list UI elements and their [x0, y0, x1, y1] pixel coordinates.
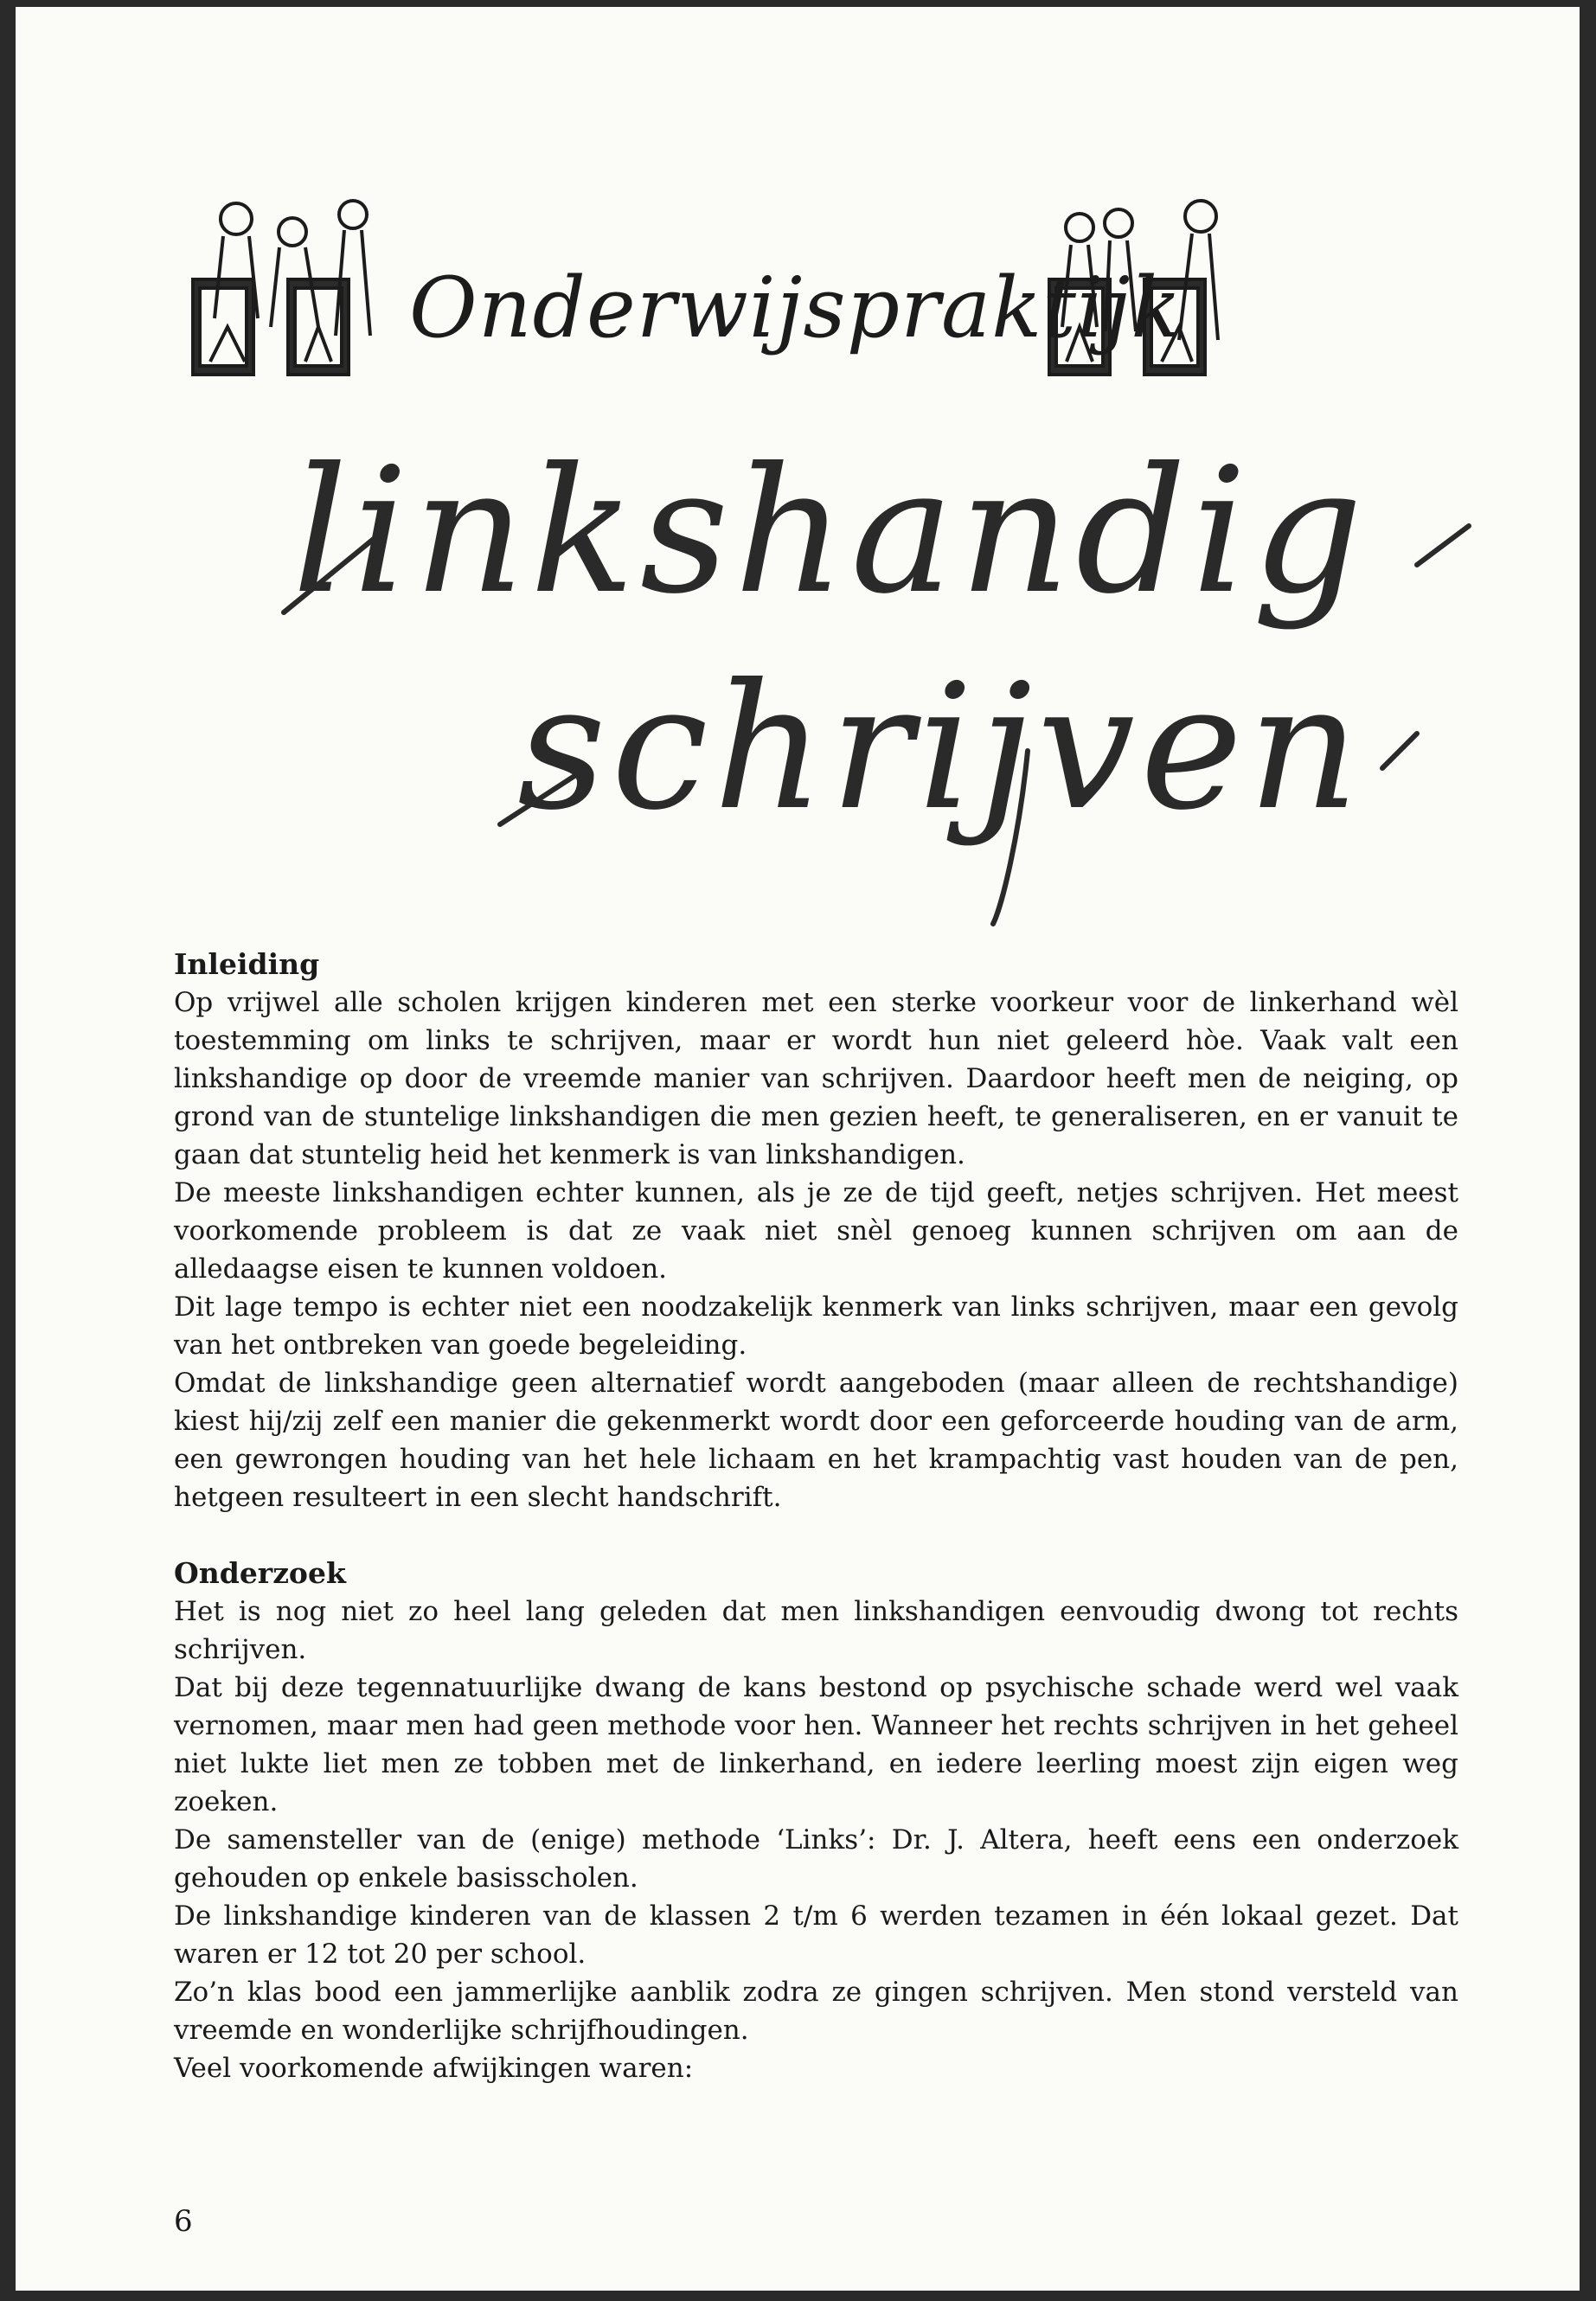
paragraph: De meeste linkshandigen echter kunnen, als je ze de tijd geeft, netjes schrijven. Het meest voorkomende probleem is dat ze vaak niet snèl genoeg kunnen schrijven om aan de alledaagse eisen te kunnen voldoen. — [174, 1177, 1458, 1285]
page — [16, 7, 1580, 2291]
paragraph: Veel voorkomende afwijkingen waren: — [174, 2053, 694, 2084]
paragraph: De linkshandige kinderen van de klassen 2 t/m 6 werden tezamen in één lokaal gezet. Dat waren er 12 tot 20 per school. — [174, 1900, 1458, 1970]
paragraph: Op vrijwel alle scholen krijgen kinderen met een sterke voorkeur voor de linkerhand wèl toestemming om links te schrijven, maar er wordt hun niet geleerd hòe. Vaak valt een linkshandige op door de vreemde manier van schrijven. Daardoor heeft men de neiging, op grond van de stuntelige linkshandigen die men gezien heeft, te generaliseren, en er vanuit te gaan dat stuntelig heid het kenmerk is van linkshandigen. — [174, 987, 1458, 1170]
article-title-line-1: linkshandig — [292, 431, 1368, 632]
section-heading-inleiding: Inleiding — [174, 947, 320, 981]
article-title-line-2: schrijven — [517, 647, 1365, 849]
page-number: 6 — [174, 2204, 193, 2239]
masthead-title: Onderwijspraktijk — [409, 260, 1183, 356]
paragraph: Omdat de linkshandige geen alternatief wordt aangeboden (maar alleen de rechtshandige) kiest hij/zij zelf een manier die gekenmerkt wordt door een geforceerde houding van de arm, een gewrongen houding van het hele lichaam en het krampachtig vast houden van de pen, hetgeen resulteert in een slecht handschrift. — [174, 1368, 1458, 1513]
section-spacer — [174, 1516, 1458, 1554]
article-body — [174, 945, 1458, 2087]
section-heading-onderzoek: Onderzoek — [174, 1556, 346, 1590]
paragraph: Het is nog niet zo heel lang geleden dat men linkshandigen eenvoudig dwong tot rechts schrijven. — [174, 1596, 1458, 1665]
paragraph: De samensteller van de (enige) methode ‘Links’: Dr. J. Altera, heeft eens een onderzoek gehouden op enkele basisscholen. — [174, 1824, 1458, 1894]
paragraph: Dit lage tempo is echter niet een noodzakelijk kenmerk van links schrijven, maar een gevolg van het ontbreken van goede begeleiding. — [174, 1292, 1458, 1361]
paragraph: Zo’n klas bood een jammerlijke aanblik zodra ze gingen schrijven. Men stond versteld van vreemde en wonderlijke schrijfhoudingen. — [174, 1977, 1458, 2046]
paragraph: Dat bij deze tegennatuurlijke dwang de kans bestond op psychische schade werd wel vaak vernomen, maar men had geen methode voor hen. Wanneer het rechts schrijven in het geheel niet lukte liet men ze tobben met de linkerhand, en iedere leerling moest zijn eigen weg zoeken. — [174, 1672, 1458, 1817]
